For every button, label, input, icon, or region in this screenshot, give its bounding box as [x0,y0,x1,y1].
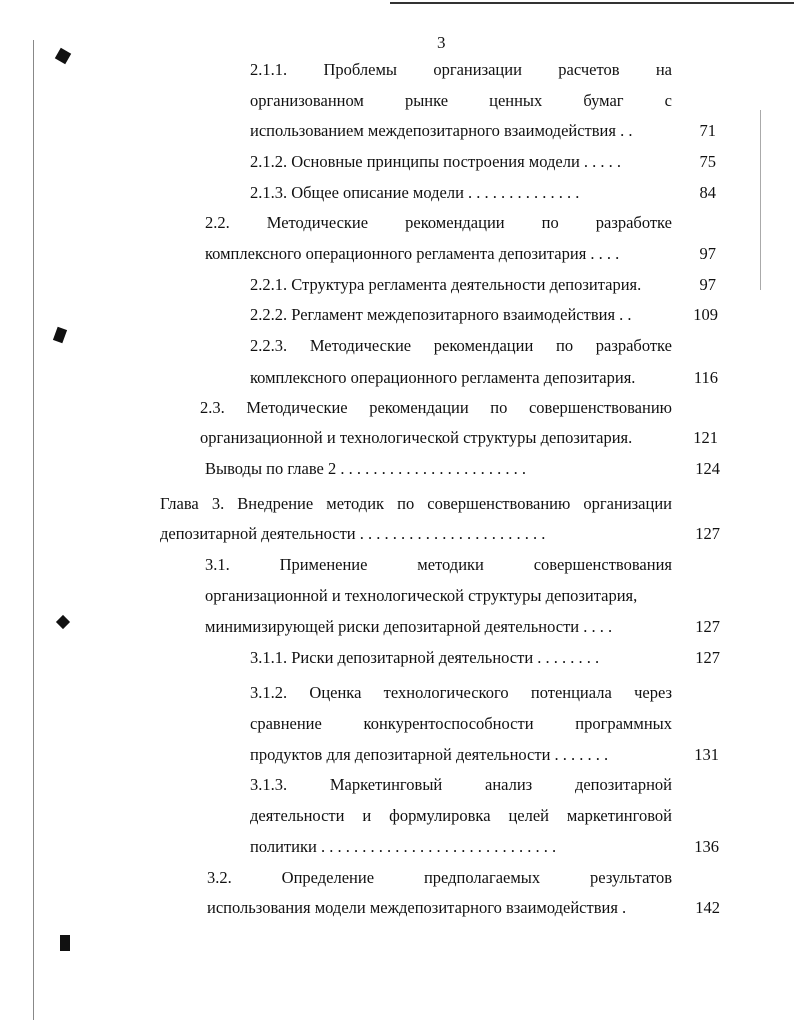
toc-entry-text-line: комплексного операционного регламента депозитария. [250,368,636,387]
toc-page-number: 84 [699,183,716,202]
toc-entry-text-line: Глава 3. Внедрение методик по совершенствованию организации [160,494,672,513]
page-number: 3 [437,33,446,52]
toc-page-number: 142 [695,898,720,917]
toc-page-number: 127 [695,524,720,543]
scan-edge-top [390,2,794,4]
toc-page-number: 127 [695,617,720,636]
toc-entry-text-line: организованном рынке ценных бумаг с [250,91,672,110]
toc-entry-text-line: 3.2. Определение предполагаемых результатов [207,868,672,887]
toc-entry-text-line: 3.1. Применение методики совершенствования [205,555,672,574]
punch-hole-mark-3 [56,615,70,629]
toc-entry-text-line: деятельности и формулировка целей маркетинговой [250,806,672,825]
scan-edge-left [33,40,34,1020]
toc-entry-text-line: 3.1.3. Маркетинговый анализ депозитарной [250,775,672,794]
toc-page-number: 127 [695,648,720,667]
toc-entry-text-line: использованием междепозитарного взаимодействия . . [250,121,633,140]
toc-page-number: 136 [694,837,719,856]
toc-page-number: 131 [694,745,719,764]
toc-entry-text-line: 2.1.2. Основные принципы построения модели . . . . . [250,152,622,171]
toc-page-number: 109 [693,305,718,324]
toc-entry-text-line: 2.1.1. Проблемы организации расчетов на [250,60,672,79]
toc-page-number: 121 [693,428,718,447]
toc-page-number: 97 [699,244,716,263]
scan-edge-right [760,110,761,290]
punch-hole-mark-2 [53,327,67,344]
toc-entry-text-line: политики . . . . . . . . . . . . . . . . . . . . . . . . . . . . . [250,837,557,856]
toc-entry-text-line: комплексного операционного регламента депозитария . . . . [205,244,620,263]
toc-entry-text-line: 3.1.1. Риски депозитарной деятельности . . . . . . . . [250,648,600,667]
toc-entry-text-line: 2.1.3. Общее описание модели . . . . . . . . . . . . . . [250,183,580,202]
toc-entry-text-line: Выводы по главе 2 . . . . . . . . . . . . . . . . . . . . . . . [205,459,526,478]
toc-page-number: 75 [699,152,716,171]
toc-entry-text-line: продуктов для депозитарной деятельности . . . . . . . [250,745,609,764]
toc-entry-text-line: минимизирующей риски депозитарной деятельности . . . . [205,617,613,636]
toc-page-number: 124 [695,459,720,478]
toc-entry-text-line: 2.2. Методические рекомендации по разработке [205,213,672,232]
toc-entry-text-line: депозитарной деятельности . . . . . . . . . . . . . . . . . . . . . . . [160,524,546,543]
toc-page-number: 71 [699,121,716,140]
toc-entry-text-line: 2.2.2. Регламент междепозитарного взаимодействия . . [250,305,632,324]
toc-entry-text-line: организационной и технологической структуры депозитария, [205,586,638,605]
punch-hole-mark-4 [60,935,70,951]
toc-entry-text-line: сравнение конкурентоспособности программных [250,714,672,733]
toc-entry-text-line: 2.3. Методические рекомендации по совершенствованию [200,398,672,417]
toc-entry-text-line: организационной и технологической структуры депозитария. [200,428,633,447]
toc-page-number: 116 [693,368,718,387]
punch-hole-mark-1 [55,48,71,64]
toc-page-number: 97 [699,275,716,294]
toc-entry-text-line: 3.1.2. Оценка технологического потенциала через [250,683,672,702]
toc-entry-text-line: 2.2.1. Структура регламента деятельности депозитария. [250,275,642,294]
toc-entry-text-line: использования модели междепозитарного взаимодействия . [207,898,627,917]
toc-entry-text-line: 2.2.3. Методические рекомендации по разработке [250,336,672,355]
